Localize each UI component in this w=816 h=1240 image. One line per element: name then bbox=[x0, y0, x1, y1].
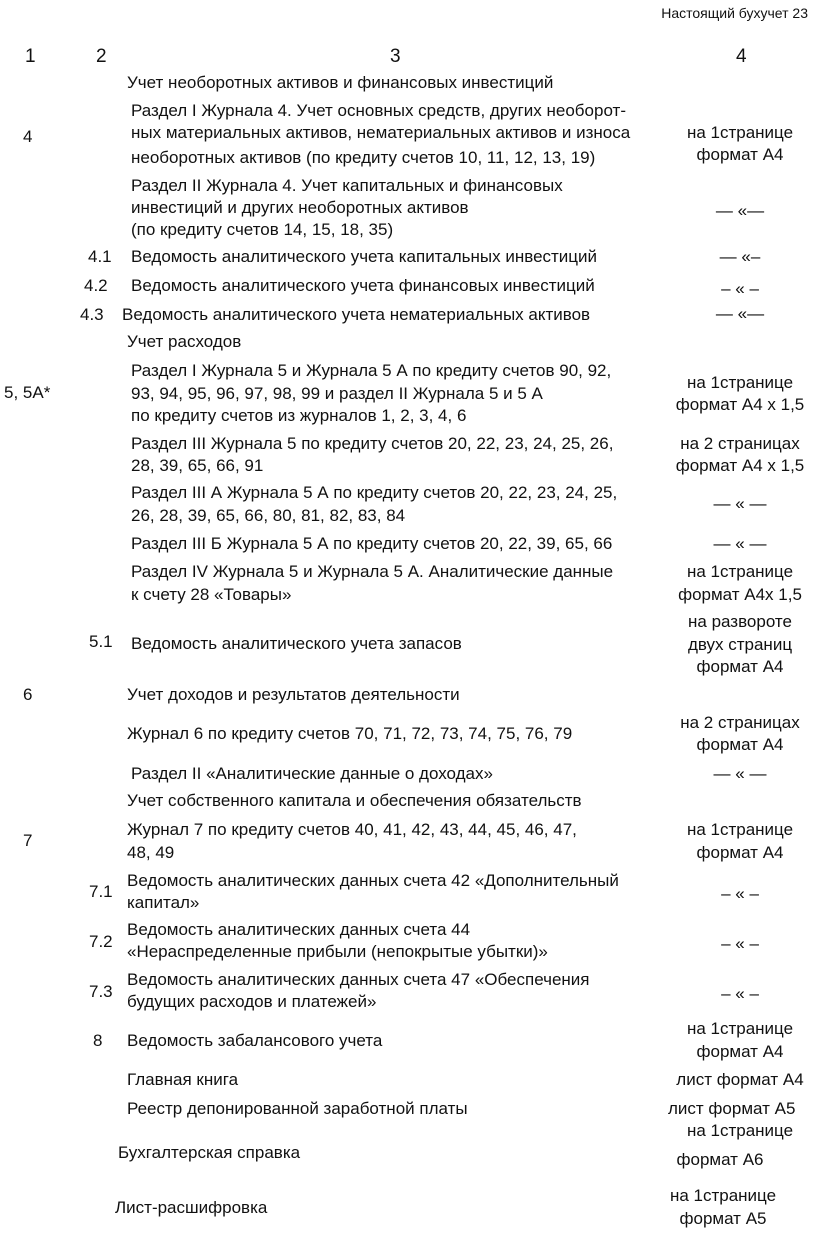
format-cell: формат А4х 1,5 bbox=[678, 585, 802, 604]
format-cell: – « – bbox=[721, 279, 759, 298]
subrow-number: 5.1 bbox=[89, 632, 113, 651]
format-cell: на 1странице bbox=[686, 1019, 794, 1038]
format-cell: — «— bbox=[715, 201, 765, 220]
format-cell: лист формат А5 bbox=[668, 1099, 796, 1118]
row-description: 48, 49 bbox=[127, 843, 175, 862]
subrow-number: 8 bbox=[93, 1031, 103, 1050]
format-cell: формат А4 х 1,5 bbox=[675, 456, 805, 475]
row-description: 28, 39, 65, 66, 91 bbox=[131, 456, 264, 475]
format-cell: формат А4 bbox=[696, 1042, 784, 1061]
format-cell: формат А4 bbox=[696, 843, 784, 862]
row-description: Ведомость аналитических данных счета 44 bbox=[127, 920, 471, 939]
row-description: по кредиту счетов из журналов 1, 2, 3, 4, 6 bbox=[131, 406, 467, 425]
column-header-4: 4 bbox=[736, 46, 747, 67]
format-cell: – « – bbox=[721, 984, 759, 1003]
row-number: 6 bbox=[23, 685, 33, 704]
format-cell: – « – bbox=[721, 884, 759, 903]
format-cell: на 2 страницах bbox=[680, 434, 800, 453]
format-cell: – « – bbox=[721, 934, 759, 953]
format-cell: на 1странице bbox=[686, 373, 794, 392]
row-description: 26, 28, 39, 65, 66, 80, 81, 82, 83, 84 bbox=[131, 506, 406, 525]
format-cell: на 1странице bbox=[686, 1121, 794, 1140]
subrow-number: 7.1 bbox=[89, 882, 113, 901]
row-number: 4 bbox=[23, 127, 33, 146]
format-cell: на развороте bbox=[688, 612, 792, 631]
row-description: инвестиций и других необоротных активов bbox=[131, 198, 469, 217]
row-number: 5, 5А* bbox=[4, 383, 51, 402]
row-description: необоротных активов (по кредиту счетов 10, 11, 12, 13, 19) bbox=[131, 148, 596, 167]
row-description: Ведомость аналитических данных счета 42 «Дополнительный bbox=[127, 871, 619, 890]
row-description: Реестр депонированной заработной платы bbox=[127, 1099, 468, 1118]
format-cell: на 1странице bbox=[686, 123, 794, 142]
row-description: Лист-расшифровка bbox=[115, 1198, 268, 1217]
row-description: Ведомость аналитического учета финансовых инвестиций bbox=[131, 276, 595, 295]
row-description: ных материальных активов, нематериальных активов и износа bbox=[131, 123, 631, 142]
column-header-1: 1 bbox=[25, 46, 36, 67]
row-description: Раздел II «Аналитические данные о доходах» bbox=[131, 764, 493, 783]
format-cell: на 1странице bbox=[669, 1186, 777, 1205]
row-description: Раздел I Журнала 4. Учет основных средств, других необорот- bbox=[131, 101, 626, 120]
subrow-number: 4.3 bbox=[80, 305, 104, 324]
format-cell: на 2 страницах bbox=[680, 713, 800, 732]
format-cell: формат А4 х 1,5 bbox=[675, 395, 805, 414]
row-description: капитал» bbox=[127, 893, 200, 912]
column-header-2: 2 bbox=[96, 46, 107, 67]
section-title: Учет необоротных активов и финансовых инвестиций bbox=[127, 73, 554, 92]
row-number: 7 bbox=[23, 831, 33, 850]
row-description: Ведомость аналитического учета запасов bbox=[131, 634, 462, 653]
subrow-number: 4.2 bbox=[84, 276, 108, 295]
row-description: 93, 94, 95, 96, 97, 98, 99 и раздел II Журнала 5 и 5 А bbox=[131, 384, 543, 403]
format-cell: формат А4 bbox=[696, 657, 784, 676]
row-description: Журнал 7 по кредиту счетов 40, 41, 42, 43, 44, 45, 46, 47, bbox=[127, 820, 577, 839]
format-cell: формат А5 bbox=[679, 1209, 767, 1228]
row-description: Ведомость забалансового учета bbox=[127, 1031, 383, 1050]
row-description: Журнал 6 по кредиту счетов 70, 71, 72, 73, 74, 75, 76, 79 bbox=[127, 724, 573, 743]
row-description: Раздел IV Журнала 5 и Журнала 5 А. Аналитические данные bbox=[131, 562, 614, 581]
format-cell: на 1странице bbox=[686, 820, 794, 839]
format-cell: формат А4 bbox=[696, 145, 784, 164]
format-cell: формат А4 bbox=[696, 735, 784, 754]
format-cell: формат А6 bbox=[676, 1150, 764, 1169]
format-cell: — « — bbox=[713, 764, 767, 783]
row-description: Ведомость аналитических данных счета 47 «Обеспечения bbox=[127, 970, 590, 989]
page-header: Настоящий бухучет 23 bbox=[661, 5, 808, 21]
subrow-number: 4.1 bbox=[88, 247, 112, 266]
format-cell: — « — bbox=[713, 534, 767, 553]
subrow-number: 7.2 bbox=[89, 932, 113, 951]
row-description: Ведомость аналитического учета нематериальных активов bbox=[122, 305, 591, 324]
section-title: Учет собственного капитала и обеспечения обязательств bbox=[127, 791, 582, 810]
column-header-3: 3 bbox=[390, 46, 401, 67]
format-cell: — «– bbox=[719, 247, 761, 266]
section-title: Учет расходов bbox=[127, 332, 242, 351]
row-description: Главная книга bbox=[127, 1070, 239, 1089]
row-description: Бухгалтерская справка bbox=[118, 1143, 301, 1162]
format-cell: на 1странице bbox=[686, 562, 794, 581]
row-description: Раздел III Журнала 5 по кредиту счетов 20, 22, 23, 24, 25, 26, bbox=[131, 434, 614, 453]
row-description: «Нераспределенные прибыли (непокрытые убытки)» bbox=[127, 942, 548, 961]
format-cell: — «— bbox=[715, 304, 765, 323]
row-description: Раздел II Журнала 4. Учет капитальных и финансовых bbox=[131, 176, 563, 195]
subrow-number: 7.3 bbox=[89, 982, 113, 1001]
row-description: к счету 28 «Товары» bbox=[131, 585, 292, 604]
format-cell: лист формат А4 bbox=[676, 1070, 804, 1089]
format-cell: — « — bbox=[713, 494, 767, 513]
format-cell: двух страниц bbox=[687, 635, 793, 654]
row-description: Раздел III А Журнала 5 А по кредиту счетов 20, 22, 23, 24, 25, bbox=[131, 483, 618, 502]
row-description: будущих расходов и платежей» bbox=[127, 992, 377, 1011]
row-description: (по кредиту счетов 14, 15, 18, 35) bbox=[131, 220, 394, 239]
section-title: Учет доходов и результатов деятельности bbox=[127, 685, 460, 704]
row-description: Раздел III Б Журнала 5 А по кредиту счетов 20, 22, 39, 65, 66 bbox=[131, 534, 613, 553]
row-description: Ведомость аналитического учета капитальных инвестиций bbox=[131, 247, 598, 266]
row-description: Раздел I Журнала 5 и Журнала 5 А по кредиту счетов 90, 92, bbox=[131, 361, 612, 380]
